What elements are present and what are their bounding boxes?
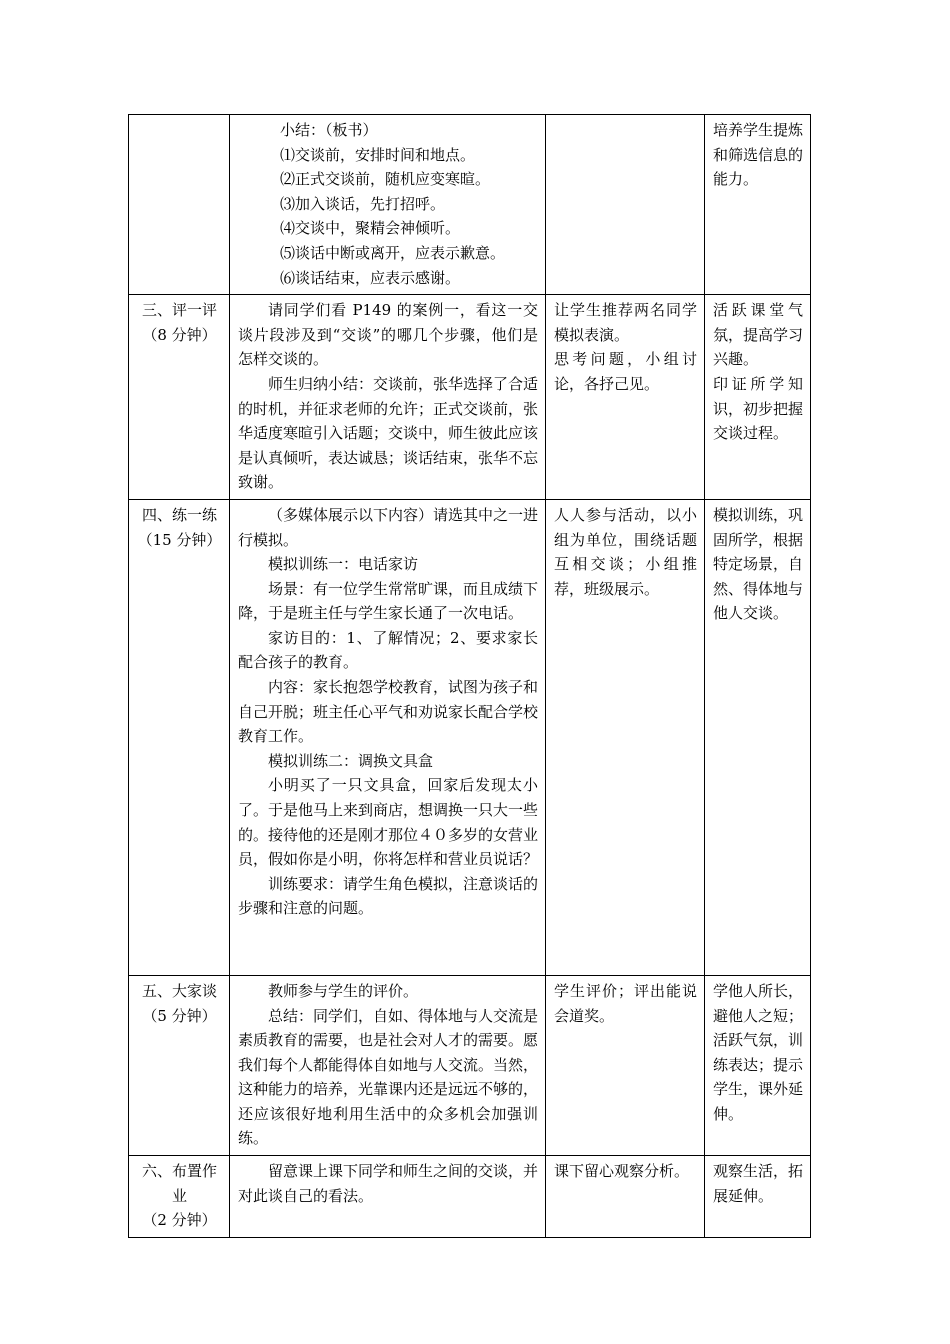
stage-cell <box>129 975 230 1155</box>
stage-title: 六、布置作 <box>141 1162 217 1181</box>
stage-title: 四、练一练 <box>141 505 217 524</box>
activity-text: 让学生推荐两名同学模拟表演。 <box>554 301 697 344</box>
stage-duration: （5 分钟） <box>142 1006 217 1025</box>
stage-title: 五、大家谈 <box>141 981 217 1000</box>
stage-cell <box>129 1156 230 1238</box>
stage-cell <box>129 295 230 500</box>
content-line: ⑵正式交谈前，随机应变寒暄。 <box>280 170 491 189</box>
stage-duration: （8 分钟） <box>142 325 217 344</box>
intent-cell <box>705 975 811 1155</box>
activity-text: 思考问题，小组讨论，各抒己见。 <box>554 350 697 393</box>
intent-text: 活跃课堂气氛，提高学习兴趣。 <box>713 301 804 369</box>
intent-text: 模拟训练，巩固所学，根据特定场景，自然、得体地与他人交谈。 <box>713 505 804 623</box>
content-paragraph: 内容：家长抱怨学校教育，试图为孩子和自己开脱；班主任心平气和劝说家长配合学校教育工作。 <box>238 678 539 746</box>
content-paragraph: 小明买了一只文具盒，回家后发现太小了。于是他马上来到商店，想调换一只大一些的。接待他的还是刚才那位４０多岁的女营业员，假如你是小明，你将怎样和营业员说话？ <box>238 776 539 869</box>
stage-title: 三、评一评 <box>141 301 217 320</box>
intent-text: 培养学生提炼和筛选信息的能力。 <box>713 121 804 189</box>
content-paragraph: 模拟训练二：调换文具盒 <box>268 751 434 770</box>
activity-cell <box>546 499 705 975</box>
table-row <box>129 499 811 975</box>
stage-cell <box>129 115 230 295</box>
intent-text: 学他人所长，避他人之短；活跃气氛，训练表达；提示学生，课外延伸。 <box>713 981 804 1123</box>
content-paragraph: 总结：同学们，自如、得体地与人交流是素质教育的需要，也是社会对人才的需要。愿我们每个人都能得体自如地与人交流。当然，这种能力的培养，光靠课内还是远远不够的，还应该很好地利用生活中的众多机会加强训练。 <box>238 1006 539 1148</box>
stage-title-continued: 业 <box>171 1186 187 1205</box>
activity-text: 课下留心观察分析。 <box>554 1162 690 1181</box>
content-line: 小结：（板书） <box>280 121 378 139</box>
content-cell <box>230 975 546 1155</box>
content-paragraph: 留意课上课下同学和师生之间的交谈，并对此谈自己的看法。 <box>238 1162 539 1205</box>
content-cell <box>230 1156 546 1238</box>
activity-text: 人人参与活动，以小组为单位，围绕话题互相交谈；小组推荐，班级展示。 <box>554 505 697 598</box>
content-line: ⑷交谈中，聚精会神倾听。 <box>280 219 461 238</box>
stage-duration: （15 分钟） <box>137 530 222 549</box>
intent-cell <box>705 115 811 295</box>
content-line: ⑴交谈前，安排时间和地点。 <box>280 145 476 164</box>
intent-text: 印证所学知识，初步把握交谈过程。 <box>713 374 804 443</box>
activity-text: 学生评价；评出能说会道奖。 <box>554 981 697 1025</box>
content-cell <box>230 499 546 975</box>
lesson-plan-table <box>128 114 811 1238</box>
stage-duration: （2 分钟） <box>142 1211 217 1230</box>
activity-cell <box>546 1156 705 1238</box>
content-paragraph: 请同学们看 P149 的案例一，看这一交谈片段涉及到“交谈”的哪几个步骤，他们是怎样交谈的。 <box>238 301 538 369</box>
content-cell <box>230 115 546 295</box>
activity-cell <box>546 295 705 500</box>
content-paragraph: 师生归纳小结：交谈前，张华选择了合适的时机，并征求老师的允许；正式交谈前，张华适度寒暄引入话题；交谈中，师生彼此应该是认真倾听，表达诚恳；谈话结束，张华不忘致谢。 <box>238 374 539 492</box>
table-row <box>129 1156 811 1238</box>
content-paragraph: 训练要求：请学生角色模拟，注意谈话的步骤和注意的问题。 <box>238 874 539 918</box>
content-paragraph: 场景：有一位学生常常旷课，而且成绩下降，于是班主任与学生家长通了一次电话。 <box>238 579 539 623</box>
stage-cell <box>129 499 230 975</box>
content-paragraph: （多媒体展示以下内容）请选其中之一进行模拟。 <box>238 505 539 549</box>
content-cell <box>230 295 546 500</box>
table-row <box>129 975 811 1155</box>
table-row <box>129 115 811 295</box>
intent-cell <box>705 1156 811 1238</box>
content-paragraph: 教师参与学生的评价。 <box>268 981 419 1000</box>
table-row <box>129 295 811 500</box>
intent-text: 观察生活，拓展延伸。 <box>713 1162 804 1205</box>
content-paragraph: 家访目的：1、了解情况；2、要求家长配合孩子的教育。 <box>238 628 538 672</box>
content-line: ⑸谈话中断或离开，应表示歉意。 <box>280 243 506 262</box>
activity-cell <box>546 115 705 295</box>
intent-cell <box>705 499 811 975</box>
activity-cell <box>546 975 705 1155</box>
content-line: ⑹谈话结束，应表示感谢。 <box>280 268 461 287</box>
content-line: ⑶加入谈话，先打招呼。 <box>280 194 446 213</box>
intent-cell <box>705 295 811 500</box>
content-paragraph: 模拟训练一：电话家访 <box>268 555 419 574</box>
